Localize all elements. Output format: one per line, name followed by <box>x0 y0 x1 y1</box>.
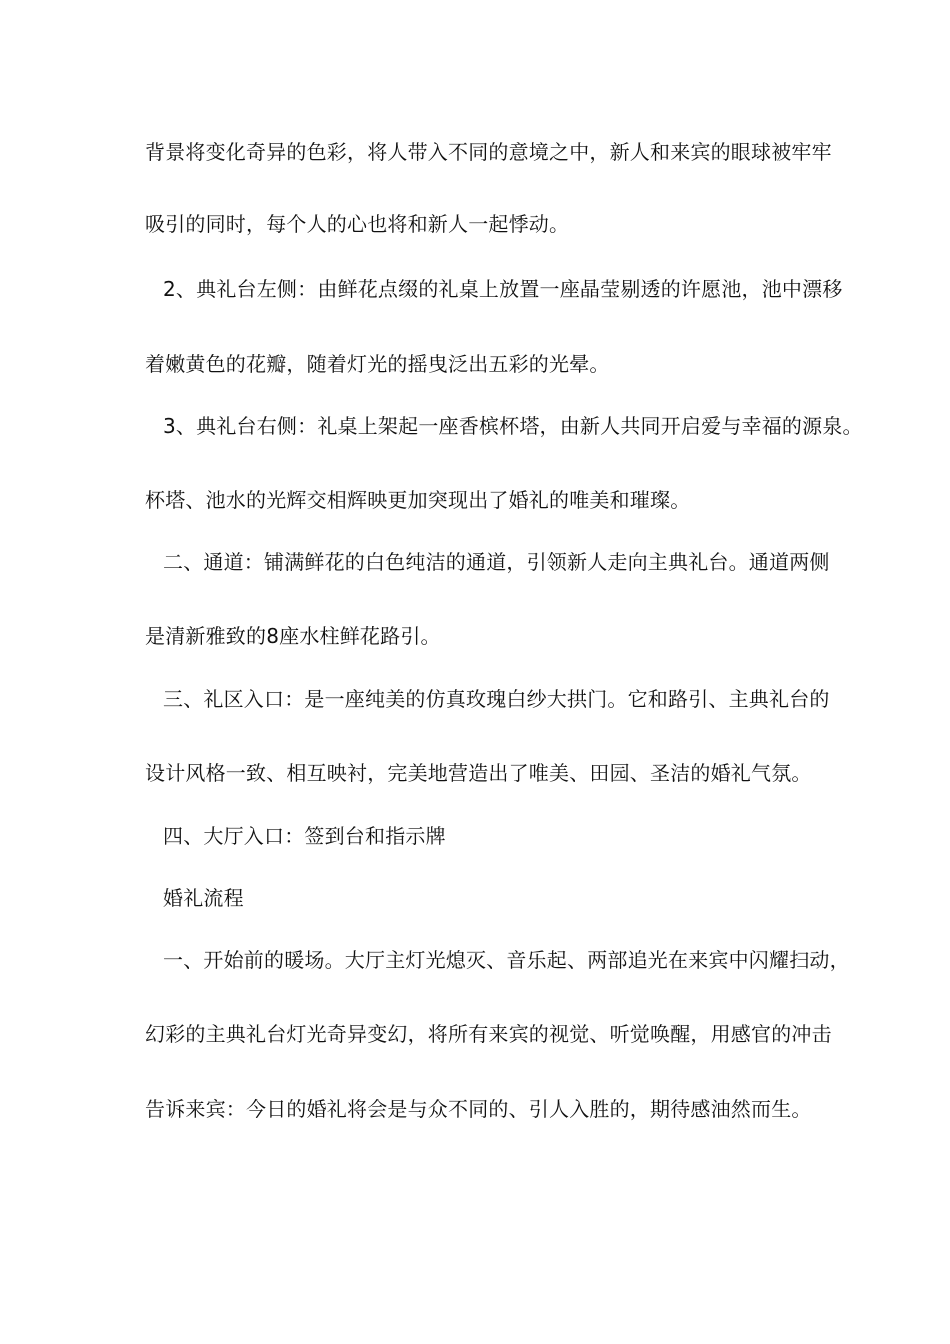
paragraph-line: 2、典礼台左侧：由鲜花点缀的礼桌上放置一座晶莹剔透的许愿池，池中漂移 <box>163 277 843 301</box>
paragraph-line: 着嫩黄色的花瓣，随着灯光的摇曳泛出五彩的光晕。 <box>145 352 610 376</box>
section-heading: 四、大厅入口：签到台和指示牌 <box>163 824 446 848</box>
section-heading: 婚礼流程 <box>163 886 244 910</box>
paragraph-line: 三、礼区入口：是一座纯美的仿真玫瑰白纱大拱门。它和路引、主典礼台的 <box>163 687 830 711</box>
paragraph-line: 设计风格一致、相互映衬，完美地营造出了唯美、田园、圣洁的婚礼气氛。 <box>145 761 812 785</box>
paragraph-line: 吸引的同时，每个人的心也将和新人一起悸动。 <box>145 212 570 236</box>
paragraph-line: 背景将变化奇异的色彩，将人带入不同的意境之中，新人和来宾的眼球被牢牢 <box>145 140 832 164</box>
paragraph-line: 告诉来宾：今日的婚礼将会是与众不同的、引人入胜的，期待感油然而生。 <box>145 1097 812 1121</box>
paragraph-line: 3、典礼台右侧：礼桌上架起一座香槟杯塔，由新人共同开启爱与幸福的源泉。 <box>163 414 863 438</box>
paragraph-line: 二、通道：铺满鲜花的白色纯洁的通道，引领新人走向主典礼台。通道两侧 <box>163 550 830 574</box>
paragraph-line: 杯塔、池水的光辉交相辉映更加突现出了婚礼的唯美和璀璨。 <box>145 488 691 512</box>
paragraph-line: 是清新雅致的8座水柱鲜花路引。 <box>145 624 441 648</box>
paragraph-line: 一、开始前的暖场。大厅主灯光熄灭、音乐起、两部追光在来宾中闪耀扫动， <box>163 948 850 972</box>
paragraph-line: 幻彩的主典礼台灯光奇异变幻，将所有来宾的视觉、听觉唤醒，用感官的冲击 <box>145 1022 832 1046</box>
